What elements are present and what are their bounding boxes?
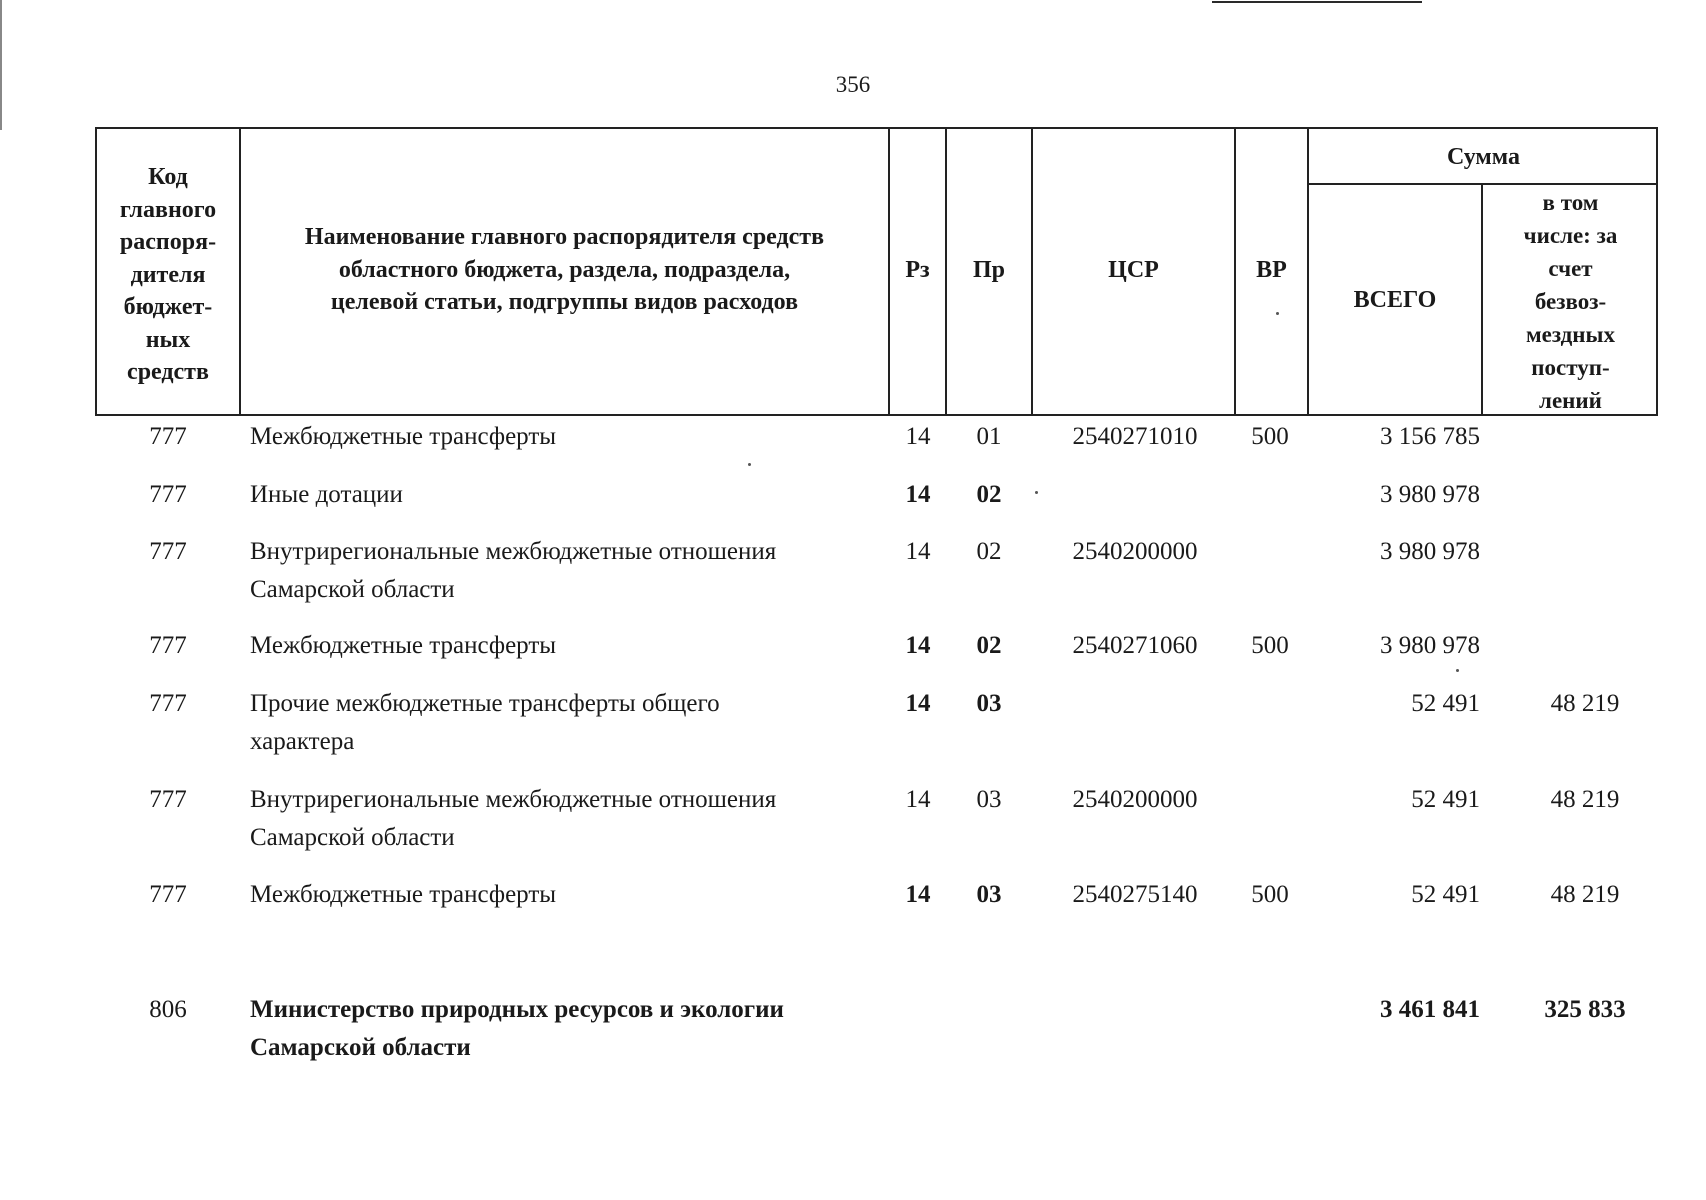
cell-rz: 14 <box>905 786 931 813</box>
cell-total: 3 461 841 <box>1380 996 1480 1023</box>
cell-kod: 777 <box>149 690 187 717</box>
header-kod: Код главного распоря- дителя бюджет- ных средств <box>119 164 217 386</box>
page-number: 356 <box>835 72 871 97</box>
header-included-grants: в том числе: за счет безвоз- мездных поступ- лений <box>1523 189 1618 413</box>
cell-pr: 03 <box>976 690 1002 717</box>
cell-pr: 03 <box>976 881 1002 908</box>
cell-total: 3 156 785 <box>1380 423 1480 450</box>
cell-total: 3 980 978 <box>1380 538 1480 565</box>
cell-kod: 777 <box>149 538 187 565</box>
cell-name: Внутрирегиональные межбюджетные отношения Самарской области <box>250 786 777 851</box>
cell-pr: 01 <box>976 423 1002 450</box>
scan-speck <box>1276 312 1279 315</box>
cell-total: 3 980 978 <box>1380 632 1480 659</box>
scan-speck <box>748 463 751 466</box>
cell-included-grants: 48 219 <box>1550 690 1620 717</box>
cell-rz: 14 <box>905 632 931 659</box>
scan-speck <box>1456 669 1459 672</box>
header-name: Наименование главного распорядителя средств областного бюджета, раздела, подраздела, целевой статьи, подгруппы видов расходов <box>304 224 825 316</box>
header-vr: ВР <box>1256 256 1287 283</box>
cell-rz: 14 <box>905 690 931 717</box>
cell-rz: 14 <box>905 538 931 565</box>
cell-pr: 03 <box>976 786 1002 813</box>
cell-total: 3 980 978 <box>1380 481 1480 508</box>
cell-csr: 2540271010 <box>1072 423 1198 450</box>
cell-csr: 2540200000 <box>1072 786 1198 813</box>
cell-name: Межбюджетные трансферты <box>250 632 557 659</box>
cell-name: Внутрирегиональные межбюджетные отношения Самарской области <box>250 538 777 603</box>
cell-name: Иные дотации <box>250 481 403 508</box>
cell-total: 52 491 <box>1411 786 1480 813</box>
cell-kod: 777 <box>149 786 187 813</box>
cell-rz: 14 <box>905 423 931 450</box>
cell-kod: 777 <box>149 481 187 508</box>
header-summa: Сумма <box>1447 143 1520 170</box>
header-vsego: ВСЕГО <box>1353 286 1437 313</box>
cell-csr: 2540200000 <box>1072 538 1198 565</box>
cell-included-grants: 48 219 <box>1550 786 1620 813</box>
cell-total: 52 491 <box>1411 690 1480 717</box>
cell-kod: 777 <box>149 881 187 908</box>
cell-total: 52 491 <box>1411 881 1480 908</box>
cell-kod: 806 <box>149 996 187 1023</box>
cell-vr: 500 <box>1251 632 1289 659</box>
cell-kod: 777 <box>149 632 187 659</box>
header-pr: Пр <box>972 256 1005 283</box>
cell-csr: 2540275140 <box>1072 881 1198 908</box>
cell-kod: 777 <box>149 423 187 450</box>
header-rz: Рз <box>905 256 930 283</box>
scan-speck <box>1035 491 1038 494</box>
cell-name: Межбюджетные трансферты <box>250 881 557 908</box>
cell-vr: 500 <box>1251 881 1289 908</box>
cell-rz: 14 <box>905 881 931 908</box>
cell-name: Прочие межбюджетные трансферты общего характера <box>250 690 720 755</box>
cell-vr: 500 <box>1251 423 1289 450</box>
cell-name: Министерство природных ресурсов и экологии Самарской области <box>250 996 784 1061</box>
cell-name: Межбюджетные трансферты <box>250 423 557 450</box>
cell-pr: 02 <box>976 632 1002 659</box>
cell-pr: 02 <box>976 538 1002 565</box>
cell-included-grants: 325 833 <box>1544 996 1626 1023</box>
cell-pr: 02 <box>976 481 1002 508</box>
cell-included-grants: 48 219 <box>1550 881 1620 908</box>
cell-rz: 14 <box>905 481 931 508</box>
cell-csr: 2540271060 <box>1072 632 1198 659</box>
header-csr: ЦСР <box>1108 256 1159 283</box>
scan-edge-line <box>0 0 2 130</box>
scan-edge-line <box>1212 1 1422 3</box>
